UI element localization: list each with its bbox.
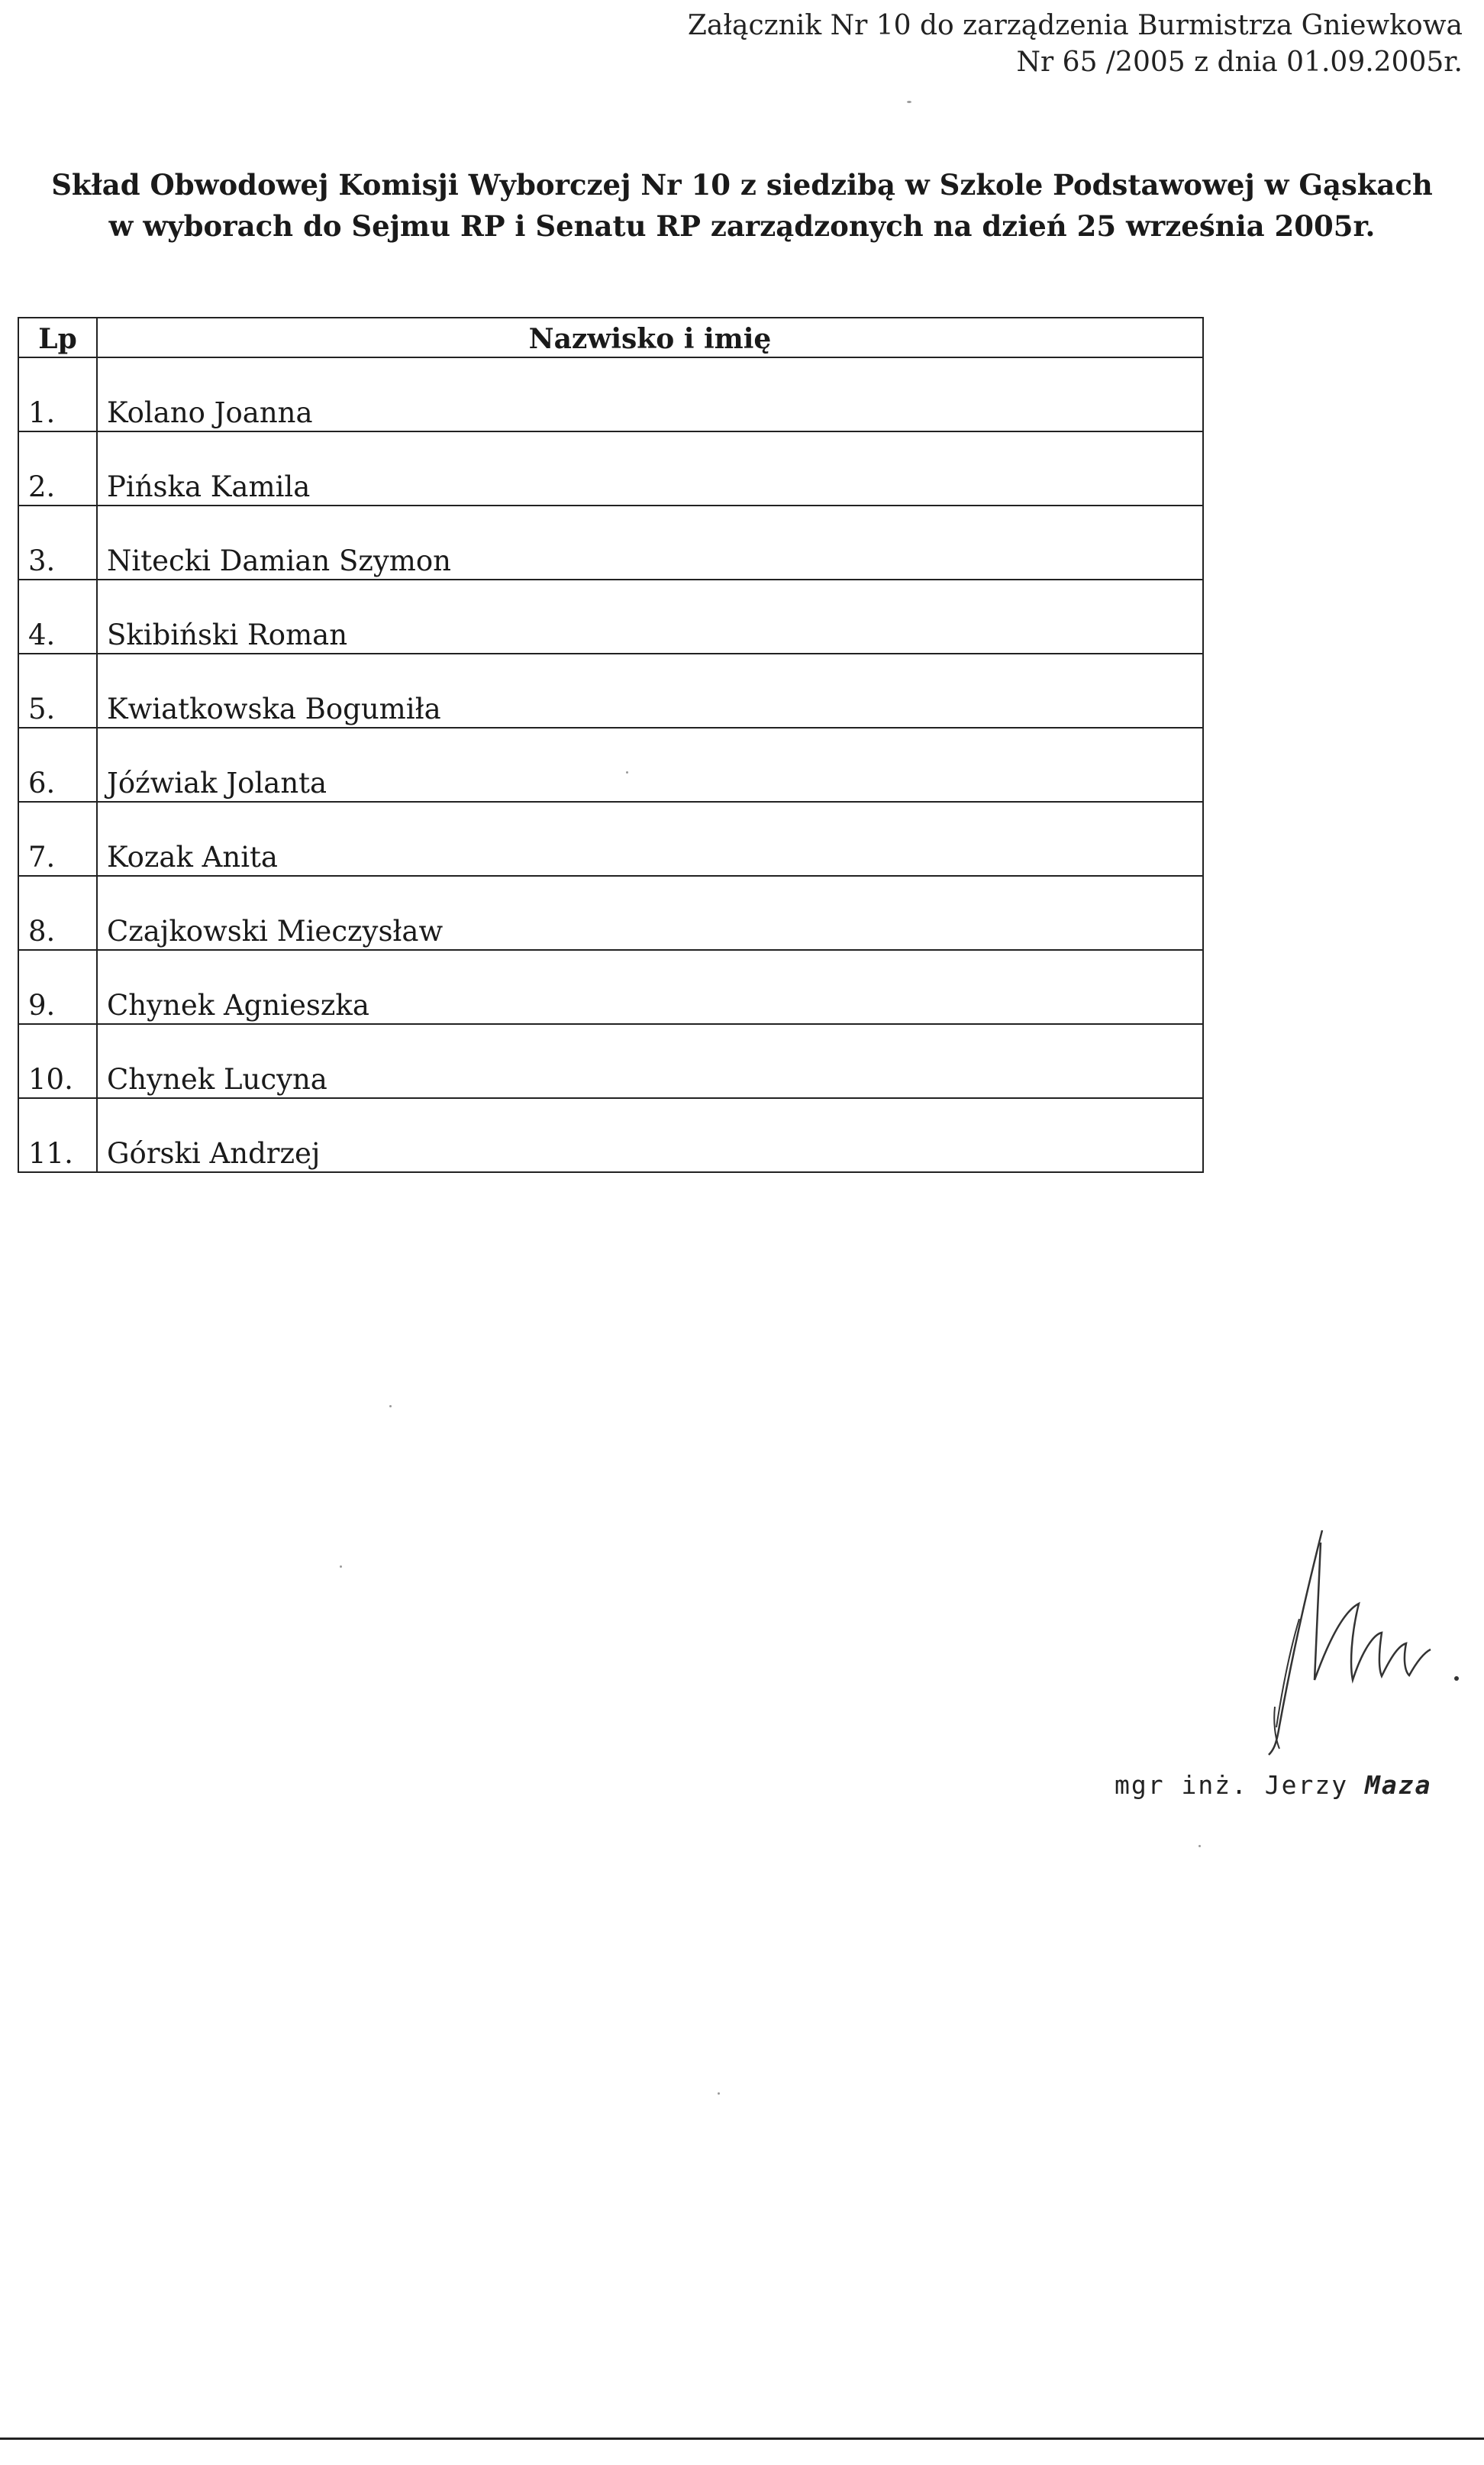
attachment-header bbox=[688, 8, 1463, 81]
table-row bbox=[18, 950, 1203, 1024]
row-number-cell: 5. bbox=[18, 654, 97, 728]
handwritten-signature bbox=[1229, 1527, 1481, 1756]
bottom-rule bbox=[0, 2438, 1484, 2440]
row-number-cell: 7. bbox=[18, 802, 97, 876]
member-name-cell: Czajkowski Mieczysław bbox=[97, 876, 1203, 950]
row-number-cell: 2. bbox=[18, 431, 97, 506]
table-row bbox=[18, 357, 1203, 431]
signer-surname: Maza bbox=[1365, 1770, 1432, 1800]
row-number-cell: 1. bbox=[18, 357, 97, 431]
title-line-2: w wyborach do Sejmu RP i Senatu RP zarządzonych na dzień 25 września 2005r. bbox=[108, 209, 1376, 243]
member-name-cell: Kwiatkowska Bogumiła bbox=[97, 654, 1203, 728]
scan-speck bbox=[1198, 1845, 1201, 1847]
document-title bbox=[0, 164, 1484, 247]
table-row bbox=[18, 1098, 1203, 1172]
table-row bbox=[18, 1024, 1203, 1098]
table-row bbox=[18, 431, 1203, 506]
row-number-cell: 8. bbox=[18, 876, 97, 950]
scan-speck bbox=[389, 1405, 392, 1407]
attachment-line-1: Załącznik Nr 10 do zarządzenia Burmistrza Gniewkowa bbox=[687, 10, 1463, 41]
attachment-line-2: Nr 65 /2005 z dnia 01.09.2005r. bbox=[1016, 47, 1463, 78]
commission-members-table bbox=[18, 317, 1204, 1173]
row-number-cell: 6. bbox=[18, 728, 97, 802]
table-header-row bbox=[18, 318, 1203, 357]
member-name-cell: Górski Andrzej bbox=[97, 1098, 1203, 1172]
scan-speck bbox=[718, 2092, 720, 2095]
table-row bbox=[18, 728, 1203, 802]
signer-title: mgr inż. Jerzy bbox=[1115, 1770, 1349, 1800]
row-number-cell: 10. bbox=[18, 1024, 97, 1098]
table-row bbox=[18, 506, 1203, 580]
row-number-cell: 9. bbox=[18, 950, 97, 1024]
member-name-cell: Pińska Kamila bbox=[97, 431, 1203, 506]
table-row bbox=[18, 654, 1203, 728]
member-name-cell: Chynek Agnieszka bbox=[97, 950, 1203, 1024]
title-line-1: Skład Obwodowej Komisji Wyborczej Nr 10 z siedzibą w Szkole Podstawowej w Gąskach bbox=[51, 168, 1433, 202]
member-name-cell: Kozak Anita bbox=[97, 802, 1203, 876]
row-number-cell: 4. bbox=[18, 580, 97, 654]
scan-speck bbox=[340, 1565, 342, 1568]
scan-speck bbox=[626, 771, 628, 774]
member-name-cell: Kolano Joanna bbox=[97, 357, 1203, 431]
row-number-cell: 3. bbox=[18, 506, 97, 580]
signer-stamp bbox=[1115, 1770, 1432, 1800]
member-name-cell: Jóźwiak Jolanta bbox=[97, 728, 1203, 802]
column-header-name: Nazwisko i imię bbox=[97, 318, 1203, 357]
scan-speck bbox=[907, 101, 911, 103]
table-row bbox=[18, 580, 1203, 654]
member-name-cell: Skibiński Roman bbox=[97, 580, 1203, 654]
row-number-cell: 11. bbox=[18, 1098, 97, 1172]
column-header-lp: Lp bbox=[18, 318, 97, 357]
member-name-cell: Chynek Lucyna bbox=[97, 1024, 1203, 1098]
member-name-cell: Nitecki Damian Szymon bbox=[97, 506, 1203, 580]
table-row bbox=[18, 802, 1203, 876]
table-row bbox=[18, 876, 1203, 950]
